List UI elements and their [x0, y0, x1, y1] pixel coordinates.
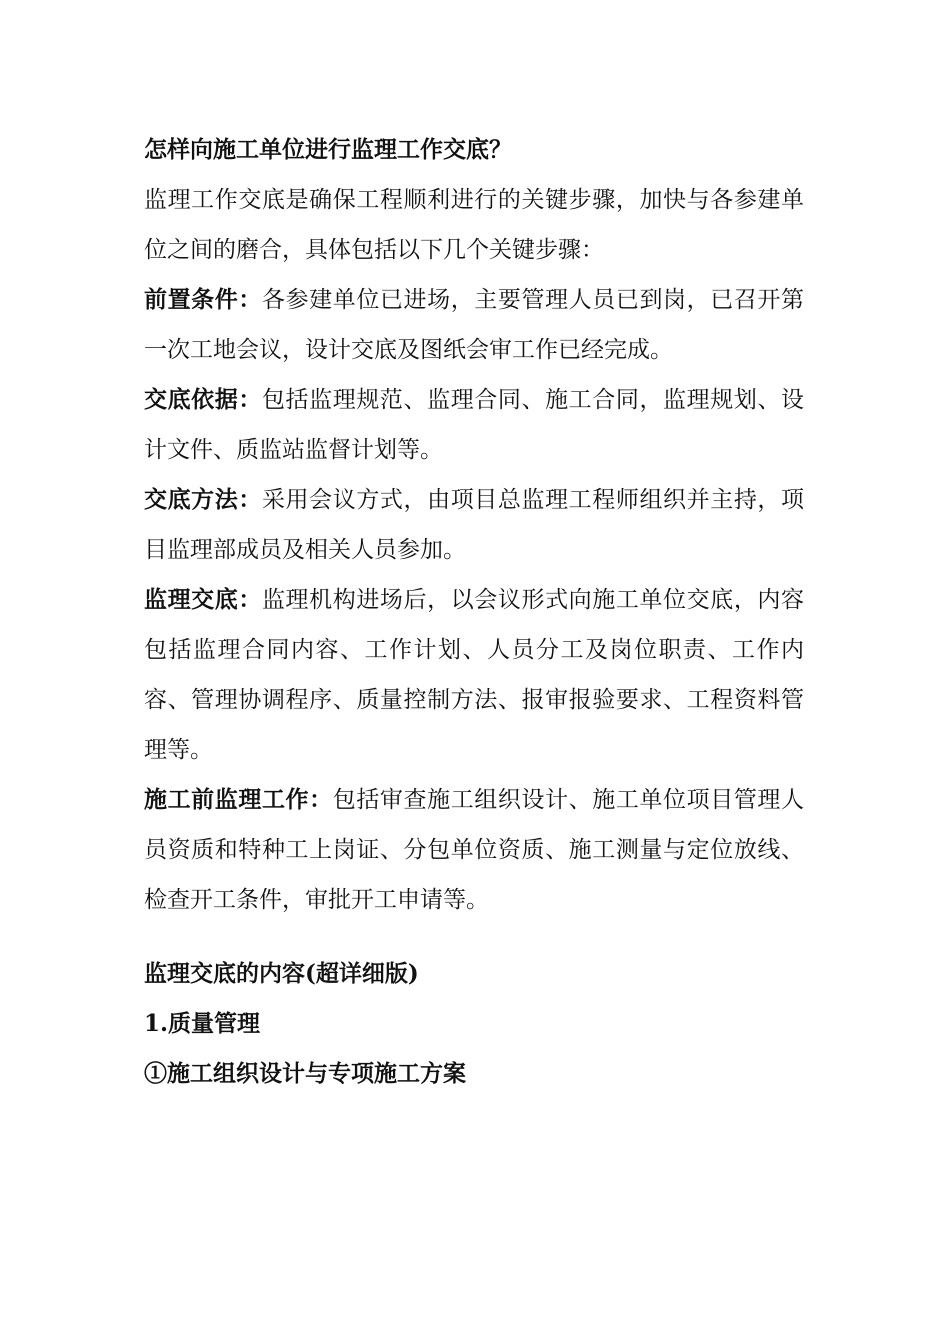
document-title: 怎样向施工单位进行监理工作交底？: [144, 136, 512, 163]
item-paragraph-method: [144, 475, 804, 575]
item-text: 包括审查施工组织设计、施工单位项目管理人员资质和特种工上岗证、分包单位资质、施工测量与定位放线、检查开工条件，审批开工申请等。: [144, 787, 805, 913]
item-label: 交底方法：: [144, 486, 262, 513]
subsection-title: 1.质量管理: [144, 1010, 261, 1037]
item-label: 交底依据：: [144, 386, 262, 413]
section-spacer: [144, 925, 804, 949]
item-label: 监理交底：: [144, 586, 262, 613]
document-page: [144, 125, 804, 1099]
item-label: 前置条件：: [144, 286, 262, 313]
item-paragraph-preconstruction: [144, 775, 804, 925]
item-paragraph-briefing: [144, 575, 804, 775]
item-text: 采用会议方式，由项目总监理工程师组织并主持，项目监理部成员及相关人员参加。: [144, 487, 805, 563]
sub-item-title: ①施工组织设计与专项施工方案: [144, 1060, 466, 1087]
item-text: 各参建单位已进场，主要管理人员已到岗，已召开第一次工地会议，设计交底及图纸会审工作已经完成。: [144, 287, 805, 363]
section-title: 监理交底的内容(超详细版): [144, 960, 419, 987]
intro-paragraph: 监理工作交底是确保工程顺利进行的关键步骤，加快与各参建单位之间的磨合，具体包括以下几个关键步骤：: [144, 187, 804, 263]
item-label: 施工前监理工作：: [144, 786, 333, 813]
item-text: 包括监理规范、监理合同、施工合同，监理规划、设计文件、质监站监督计划等。: [144, 387, 805, 463]
item-text: 监理机构进场后，以会议形式向施工单位交底，内容包括监理合同内容、工作计划、人员分工及岗位职责、工作内容、管理协调程序、质量控制方法、报审报验要求、工程资料管理等。: [144, 587, 805, 763]
item-paragraph-basis: [144, 375, 804, 475]
item-paragraph-prerequisites: [144, 275, 804, 375]
